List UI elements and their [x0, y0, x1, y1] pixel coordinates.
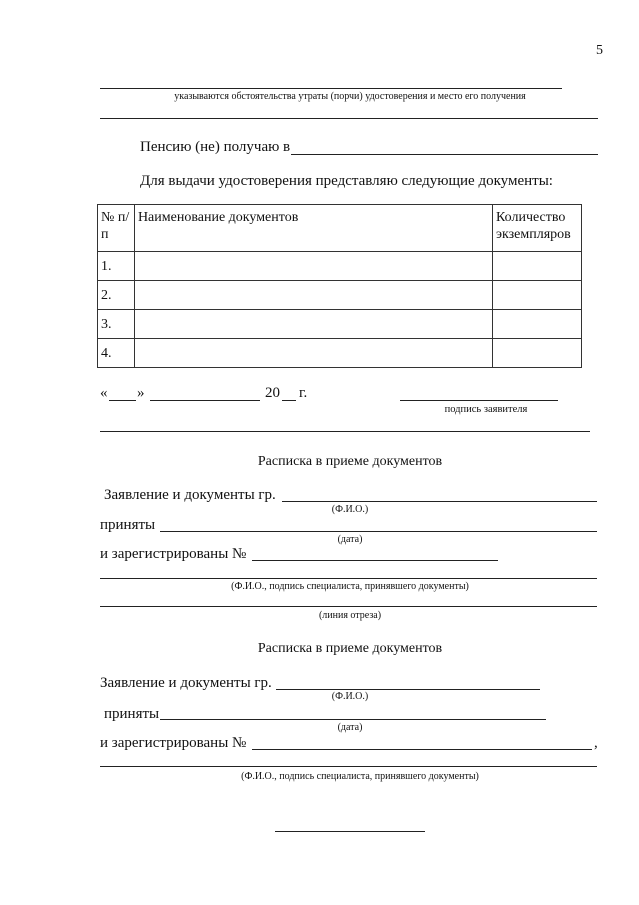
receipt-2-date-field[interactable] [160, 719, 546, 720]
receipt-1-registration-number-field[interactable] [252, 560, 498, 561]
date-month-field[interactable] [150, 400, 260, 401]
date-open-quote: « [100, 385, 108, 401]
row-number: 2. [98, 281, 135, 310]
row-name-cell[interactable] [134, 339, 492, 368]
date-close-quote: » [137, 385, 145, 401]
header-number: № п/п [98, 205, 135, 252]
row-count-cell[interactable] [493, 281, 582, 310]
page-number: 5 [596, 43, 603, 58]
header-copies: Количество экземпляров [493, 205, 582, 252]
cut-line-caption: (линия отреза) [318, 610, 382, 621]
receipt-2-registration-number-field[interactable] [252, 749, 592, 750]
receipt-2-specialist-field[interactable] [100, 766, 597, 767]
receipt-2-fio-caption: (Ф.И.О.) [331, 691, 369, 702]
loss-circumstances-line-2[interactable] [100, 118, 598, 119]
documents-intro: Для выдачи удостоверения представляю следующие документы: [140, 173, 553, 189]
documents-table [97, 204, 582, 368]
row-count-cell[interactable] [493, 310, 582, 339]
receipt-2-date-caption: (дата) [337, 722, 363, 733]
table-row [98, 252, 582, 281]
date-year-prefix: 20 [265, 385, 280, 401]
row-name-cell[interactable] [134, 310, 492, 339]
row-number: 4. [98, 339, 135, 368]
loss-note-caption: указываются обстоятельства утраты (порчи) удостоверения и место его получения [174, 91, 526, 102]
pension-field[interactable] [291, 154, 598, 155]
row-number: 1. [98, 252, 135, 281]
receipt-2-registered-label: и зарегистрированы № [100, 735, 247, 751]
receipt-1-fio-field[interactable] [282, 501, 597, 502]
applicant-signature-field[interactable] [400, 400, 558, 401]
receipt-2-specialist-caption: (Ф.И.О., подпись специалиста, принявшего документы) [241, 771, 479, 782]
receipt-1-registered-label: и зарегистрированы № [100, 546, 247, 562]
row-number: 3. [98, 310, 135, 339]
receipt-2-statement-label: Заявление и документы гр. [100, 675, 272, 691]
row-name-cell[interactable] [134, 252, 492, 281]
receipt-1-statement-label: Заявление и документы гр. [104, 487, 276, 503]
receipt-1-fio-caption: (Ф.И.О.) [331, 504, 369, 515]
bottom-signature-line[interactable] [275, 831, 425, 832]
receipt-1-specialist-caption: (Ф.И.О., подпись специалиста, принявшего документы) [231, 581, 469, 592]
date-day-field[interactable] [109, 400, 136, 401]
applicant-signature-caption: подпись заявителя [444, 404, 528, 415]
separator-line [100, 431, 590, 432]
receipt-1-accepted-label: приняты [100, 517, 156, 533]
header-document-name: Наименование документов [134, 205, 492, 252]
loss-circumstances-line[interactable] [100, 88, 562, 89]
row-name-cell[interactable] [134, 281, 492, 310]
table-row [98, 339, 582, 368]
receipt-2-fio-field[interactable] [276, 689, 540, 690]
receipt-1-date-caption: (дата) [337, 534, 363, 545]
date-year-field[interactable] [282, 400, 296, 401]
receipt-1-specialist-field[interactable] [100, 578, 597, 579]
table-row [98, 310, 582, 339]
table-header-row [98, 205, 582, 252]
row-count-cell[interactable] [493, 339, 582, 368]
receipt-2-registered-tail: , [594, 735, 598, 751]
receipt-2-accepted-label: приняты [104, 706, 160, 722]
receipt-2-title: Расписка в приеме документов [257, 641, 443, 656]
pension-label: Пенсию (не) получаю в [140, 139, 291, 155]
table-row [98, 281, 582, 310]
receipt-1-date-field[interactable] [160, 531, 597, 532]
cut-line [100, 606, 597, 607]
receipt-1-title: Расписка в приеме документов [257, 454, 443, 469]
row-count-cell[interactable] [493, 252, 582, 281]
date-year-suffix: г. [299, 385, 308, 401]
